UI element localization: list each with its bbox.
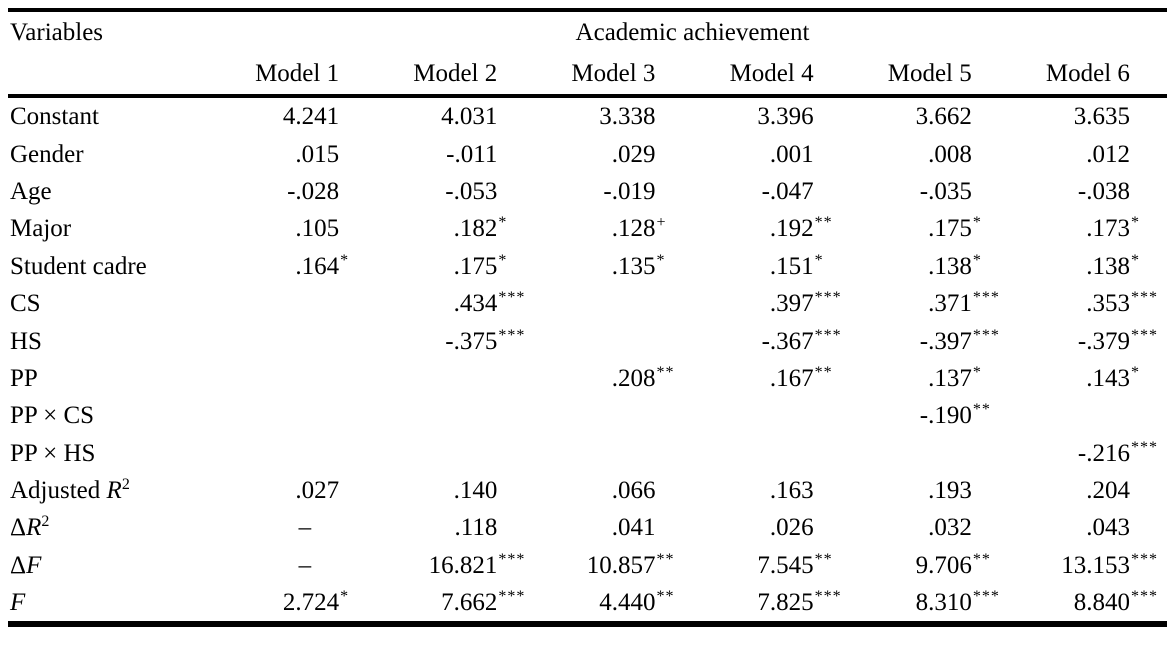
cell-value: .173 [1086, 215, 1130, 243]
row-label-part: PP × HS [10, 439, 96, 467]
significance-marker: *** [972, 588, 1000, 606]
table-cell [851, 515, 1009, 540]
table-cell [851, 326, 1009, 355]
table-cell [851, 104, 1009, 129]
cell-value: .128 [611, 215, 656, 243]
cell-value: .193 [928, 477, 972, 505]
row-label-part: CS [10, 290, 41, 318]
table-cell [534, 179, 692, 204]
cell-value: .138 [928, 252, 972, 280]
significance-marker: * [498, 214, 508, 232]
table-cell [851, 590, 1009, 615]
row-label [8, 254, 218, 279]
row-label [8, 441, 218, 466]
table-row [8, 285, 1167, 322]
cell-value: 4.241 [282, 103, 340, 131]
row-label-part: Adjusted [10, 477, 107, 505]
table-cell [534, 590, 692, 615]
cell-value: 13.153 [1061, 551, 1130, 579]
row-label [8, 590, 218, 615]
table-row [8, 135, 1167, 172]
cell-value: -.379 [1077, 327, 1130, 355]
table-cell [376, 291, 534, 316]
significance-marker: * [656, 251, 666, 269]
table-cell [534, 363, 692, 392]
table-cell [693, 251, 851, 280]
cell-value: .371 [928, 290, 972, 318]
cell-value: .397 [769, 290, 814, 318]
cell-value: .015 [295, 140, 340, 168]
cell-value: .151 [769, 252, 814, 280]
row-label [8, 366, 218, 391]
table-cell [1009, 142, 1167, 167]
row-label-part: Age [10, 177, 52, 205]
table-cell [851, 363, 1009, 392]
table-cell [218, 251, 376, 280]
table-cell [376, 590, 534, 615]
table-cell [534, 251, 692, 280]
table-cell [693, 363, 851, 392]
cell-value: -.367 [761, 327, 814, 355]
significance-marker: * [1131, 251, 1140, 269]
table-row [8, 360, 1167, 397]
table-cell [376, 550, 534, 579]
significance-marker: *** [1131, 438, 1158, 456]
table-cell [218, 553, 376, 578]
row-label-part: Constant [10, 103, 99, 131]
table-cell [534, 216, 692, 241]
cell-value: .026 [769, 514, 814, 542]
table-cell [851, 216, 1009, 241]
table-cell [376, 251, 534, 280]
table-cell [376, 478, 534, 503]
table-header-row-2 [8, 52, 1167, 94]
table-cell [376, 326, 534, 355]
cell-value: .140 [453, 477, 498, 505]
column-header-model-2: Model 2 [413, 59, 498, 87]
row-label-part: HS [10, 327, 42, 355]
table-row [8, 472, 1167, 509]
table-cell [218, 590, 376, 615]
table-cell [693, 179, 851, 204]
table-bottom-rule [8, 621, 1167, 627]
table-cell [693, 216, 851, 241]
table-cell [851, 403, 1009, 428]
row-label [8, 104, 218, 129]
row-label-part: F [10, 589, 26, 617]
table-cell [534, 515, 692, 540]
row-label [8, 216, 218, 241]
significance-marker: * [814, 251, 824, 269]
row-label [8, 179, 218, 204]
significance-marker: *** [1131, 326, 1158, 344]
row-label [8, 553, 218, 578]
table-cell [1009, 104, 1167, 129]
row-label [8, 515, 218, 540]
table-cell [1009, 363, 1167, 392]
table-row [8, 322, 1167, 359]
table-cell [1009, 179, 1167, 204]
cell-value: .043 [1086, 514, 1130, 542]
row-label-part: Major [10, 215, 72, 243]
significance-marker: *** [972, 326, 1000, 344]
column-group-title: Academic achievement [575, 18, 810, 46]
cell-value: .192 [769, 215, 814, 243]
table-cell [693, 326, 851, 355]
significance-marker: * [972, 363, 982, 381]
table-row [8, 173, 1167, 210]
cell-value: .138 [1086, 252, 1130, 280]
significance-marker: *** [1131, 588, 1158, 606]
table-cell [218, 515, 376, 540]
cell-value: .353 [1086, 290, 1130, 318]
table-cell [1009, 590, 1167, 615]
row-label [8, 403, 218, 428]
variables-column-header: Variables [10, 18, 104, 46]
cell-value: .066 [611, 477, 656, 505]
table-cell [851, 179, 1009, 204]
table-row [8, 584, 1167, 621]
table-cell [1009, 478, 1167, 503]
cell-value: 2.724 [282, 589, 340, 617]
table-cell [1009, 438, 1167, 467]
cell-value: .105 [295, 215, 340, 243]
significance-marker: *** [498, 289, 526, 307]
table-body [8, 98, 1167, 621]
cell-value: .164 [295, 252, 340, 280]
table-cell [534, 104, 692, 129]
row-label-part: Δ [10, 551, 27, 579]
row-label-part: F [26, 551, 42, 579]
table-cell [218, 179, 376, 204]
row-label-part: 2 [121, 476, 130, 494]
row-label-part: PP [10, 364, 38, 392]
cell-value: .137 [928, 364, 972, 392]
cell-value: .041 [611, 514, 656, 542]
cell-value: 4.031 [441, 103, 498, 131]
cell-value: – [298, 514, 312, 542]
significance-marker: * [1131, 214, 1140, 232]
cell-value: -.011 [446, 140, 498, 168]
significance-marker: * [340, 251, 350, 269]
table-cell [376, 104, 534, 129]
cell-value: .135 [611, 252, 656, 280]
cell-value: .143 [1086, 364, 1130, 392]
table-row [8, 547, 1167, 584]
cell-value: 9.706 [915, 551, 972, 579]
significance-marker: *** [814, 326, 842, 344]
table-cell [693, 550, 851, 579]
row-label-part: Student cadre [10, 252, 147, 280]
significance-marker: * [498, 251, 508, 269]
cell-value: .029 [611, 140, 656, 168]
cell-value: -.047 [761, 177, 814, 205]
cell-value: .182 [453, 215, 498, 243]
table-cell [851, 478, 1009, 503]
cell-value: .032 [928, 514, 972, 542]
cell-value: .175 [453, 252, 498, 280]
regression-table [8, 8, 1167, 627]
significance-marker: ** [656, 363, 675, 381]
row-label-part: R [106, 477, 122, 505]
significance-marker: ** [814, 214, 833, 232]
table-cell [1009, 216, 1167, 241]
row-label-part: R [26, 514, 42, 542]
table-cell [218, 104, 376, 129]
cell-value: .167 [769, 364, 814, 392]
table-cell [693, 291, 851, 316]
significance-marker: *** [1131, 289, 1158, 307]
table-cell [376, 515, 534, 540]
table-cell [534, 478, 692, 503]
cell-value: -.028 [287, 177, 340, 205]
row-label [8, 329, 218, 354]
cell-value: 8.840 [1073, 589, 1130, 617]
cell-value: -.035 [919, 177, 972, 205]
row-label [8, 142, 218, 167]
cell-value: .204 [1086, 477, 1130, 505]
cell-value: -.397 [919, 327, 972, 355]
significance-marker: *** [814, 588, 842, 606]
row-label-part: PP × CS [10, 402, 95, 430]
row-label-part: 2 [41, 513, 50, 531]
cell-value: .001 [769, 140, 814, 168]
significance-marker: ** [656, 550, 675, 568]
significance-marker: *** [1131, 550, 1158, 568]
table-row [8, 98, 1167, 135]
table-row [8, 397, 1167, 434]
cell-value: 3.635 [1073, 103, 1130, 131]
cell-value: .027 [295, 477, 340, 505]
table-cell [1009, 326, 1167, 355]
table-cell [1009, 291, 1167, 316]
table-cell [1009, 550, 1167, 579]
table-cell [693, 104, 851, 129]
cell-value: -.019 [603, 177, 656, 205]
cell-value: 8.310 [915, 589, 972, 617]
cell-value: .008 [928, 140, 972, 168]
column-header-model-5: Model 5 [887, 59, 972, 87]
row-label-part: Δ [10, 514, 27, 542]
cell-value: .175 [928, 215, 972, 243]
significance-marker: * [340, 588, 350, 606]
table-cell [376, 179, 534, 204]
column-header-model-6: Model 6 [1045, 59, 1130, 87]
significance-marker: ** [814, 550, 833, 568]
cell-value: -.038 [1077, 177, 1130, 205]
table-cell [376, 216, 534, 241]
significance-marker: ** [656, 588, 675, 606]
significance-marker: *** [498, 550, 526, 568]
significance-marker: * [972, 214, 982, 232]
significance-marker: + [656, 214, 667, 232]
column-header-model-1: Model 1 [255, 59, 340, 87]
table-cell [693, 142, 851, 167]
table-row [8, 210, 1167, 247]
significance-marker: * [1131, 363, 1140, 381]
cell-value: 10.857 [586, 551, 656, 579]
cell-value: 4.440 [599, 589, 656, 617]
table-cell [851, 550, 1009, 579]
table-row [8, 509, 1167, 546]
table-cell [1009, 251, 1167, 280]
table-cell [693, 590, 851, 615]
cell-value: 7.545 [757, 551, 814, 579]
table-cell [534, 550, 692, 579]
column-header-model-3: Model 3 [571, 59, 656, 87]
table-cell [851, 291, 1009, 316]
significance-marker: *** [814, 289, 842, 307]
cell-value: 3.662 [915, 103, 972, 131]
table-cell [693, 478, 851, 503]
significance-marker: *** [972, 289, 1000, 307]
cell-value: .012 [1086, 140, 1130, 168]
significance-marker: ** [972, 550, 991, 568]
cell-value: 16.821 [428, 551, 498, 579]
row-label [8, 478, 218, 503]
significance-marker: * [972, 251, 982, 269]
table-row [8, 435, 1167, 472]
cell-value: .434 [453, 290, 498, 318]
table-cell [218, 142, 376, 167]
table-cell [376, 142, 534, 167]
table-cell [693, 515, 851, 540]
table-cell [851, 251, 1009, 280]
significance-marker: *** [498, 326, 526, 344]
table-cell [534, 142, 692, 167]
cell-value: – [298, 551, 312, 579]
cell-value: -.053 [445, 177, 498, 205]
cell-value: 7.825 [757, 589, 814, 617]
significance-marker: *** [498, 588, 526, 606]
cell-value: .118 [454, 514, 498, 542]
cell-value: -.216 [1077, 439, 1130, 467]
table-cell [218, 216, 376, 241]
cell-value: 3.396 [757, 103, 814, 131]
cell-value: -.375 [445, 327, 498, 355]
significance-marker: ** [814, 363, 833, 381]
cell-value: 7.662 [441, 589, 498, 617]
table-cell [1009, 515, 1167, 540]
cell-value: 3.338 [599, 103, 656, 131]
table-row [8, 248, 1167, 285]
column-header-model-4: Model 4 [729, 59, 814, 87]
row-label-part: Gender [10, 140, 84, 168]
table-cell [851, 142, 1009, 167]
table-cell [218, 478, 376, 503]
cell-value: -.190 [919, 402, 972, 430]
cell-value: .163 [769, 477, 814, 505]
significance-marker: ** [972, 401, 991, 419]
cell-value: .208 [611, 364, 656, 392]
row-label [8, 291, 218, 316]
table-header-row-1 [8, 12, 1167, 52]
